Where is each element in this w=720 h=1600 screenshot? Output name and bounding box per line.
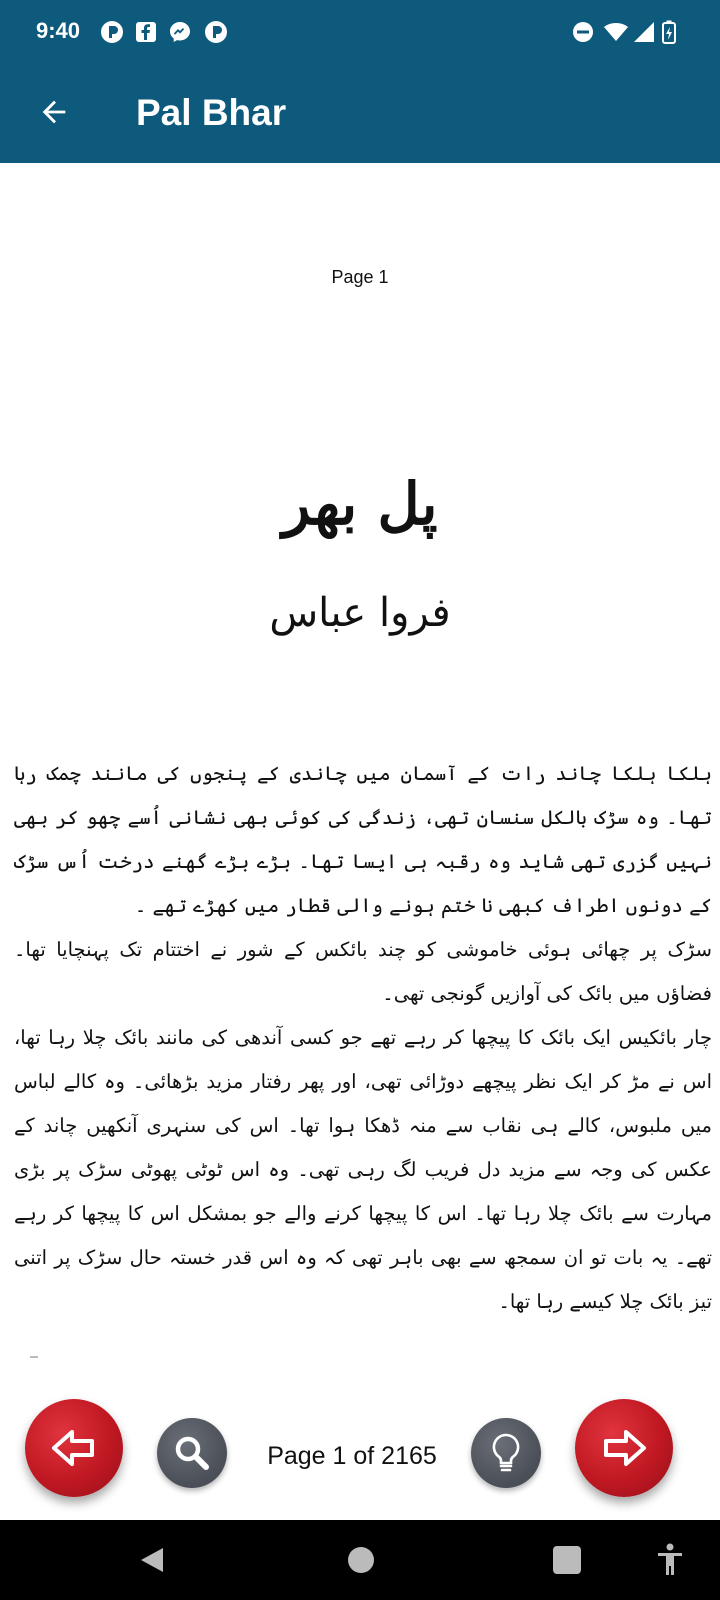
home-circle-icon <box>346 1545 376 1575</box>
nav-back-button[interactable] <box>130 1538 174 1582</box>
nav-home-button[interactable] <box>339 1538 383 1582</box>
app-title: Pal Bhar <box>136 92 287 133</box>
battery-charging-icon <box>662 20 676 44</box>
paragraph: چار بائکیس ایک بائک کا پیچھا کر رہے تھے جو کسی آندھی کی مانند بائک چلا رہا تھا، اس نے مڑ کر ایک نظر پیچھے دوڑائی تھی، اور پھر رفتار مزید بڑھائی۔ وہ کالے لباس میں ملبوس، کالے ہی نقاب سے منہ ڈھکا ہوا تھا۔ اس کی سنہری آنکھیں چاند کے عکس کی وجہ سے مزید دل فریب لگ رہی تھی۔ وہ اس ٹوٹی پھوٹی سڑک پر بڑی مہارت سے بائک چلا رہا تھا۔ اس کا پیچھا کرنے والے جو بمشکل اس کا پیچھا کر رہے تھے۔ یہ بات تو ان سمجھ سے بھی باہر تھی کہ وہ اس قدر خستہ حال سڑک پر اتنی تیز بائک چلا کیسے رہا تھا۔ <box>14 1026 712 1313</box>
nav-accessibility-button[interactable] <box>648 1538 692 1582</box>
recents-square-icon <box>552 1545 582 1575</box>
paragraph: سڑک پر چھائی ہوئی خاموشی کو چند بائکس کے شور نے اختتام تک پہنچایا تھا۔ فضاؤں میں بائک کی آوازیں گونجی تھی۔ <box>14 938 712 1005</box>
back-triangle-icon <box>137 1545 167 1575</box>
arrow-back-icon <box>37 95 71 129</box>
arrow-right-icon <box>600 1428 648 1468</box>
search-button[interactable] <box>157 1418 227 1488</box>
lightbulb-icon <box>488 1432 524 1474</box>
do-not-disturb-icon <box>571 20 595 44</box>
search-icon <box>172 1433 212 1473</box>
accessibility-icon <box>655 1543 685 1577</box>
page-label: Page 1 <box>331 267 389 287</box>
wifi-icon <box>603 20 629 44</box>
back-button[interactable] <box>28 86 80 138</box>
paragraph: ہلکا ہلکا چاند رات کے آسمان میں چاندی کے پنجوں کی مانند چمک رہا تھا۔ وہ سڑک بالکل سنسان تھی، زندگی کی کوئی بھی نشانی اُسے چھو کر بھی نہیں گزری تھی شاید وہ رقبہ ہی ایسا تھا۔ بڑے بڑے گھنے درخت اُس سڑک کے دونوں اطراف کبھی نا ختم ہونے والی قطار میں کھڑے تھے ۔ <box>14 762 712 917</box>
facebook-icon <box>134 20 158 44</box>
app-bar <box>0 64 720 163</box>
book-title: پل بھر <box>282 470 438 538</box>
previous-page-button[interactable] <box>25 1399 123 1497</box>
arrow-left-icon <box>50 1428 98 1468</box>
messenger-icon <box>168 20 192 44</box>
book-author: فروا عباس <box>269 590 451 636</box>
hint-button[interactable] <box>471 1418 541 1488</box>
next-page-button[interactable] <box>575 1399 673 1497</box>
page-count: Page 1 of 2165 <box>267 1442 437 1470</box>
notification-app-icon <box>100 20 124 44</box>
status-bar <box>0 0 720 64</box>
nav-recents-button[interactable] <box>545 1538 589 1582</box>
status-time: 9:40 <box>36 18 81 43</box>
cellular-signal-icon <box>633 20 655 44</box>
system-navigation-bar <box>0 1520 720 1600</box>
book-text <box>14 752 712 1324</box>
page-mark <box>30 1356 38 1358</box>
notification-app-icon <box>204 20 228 44</box>
